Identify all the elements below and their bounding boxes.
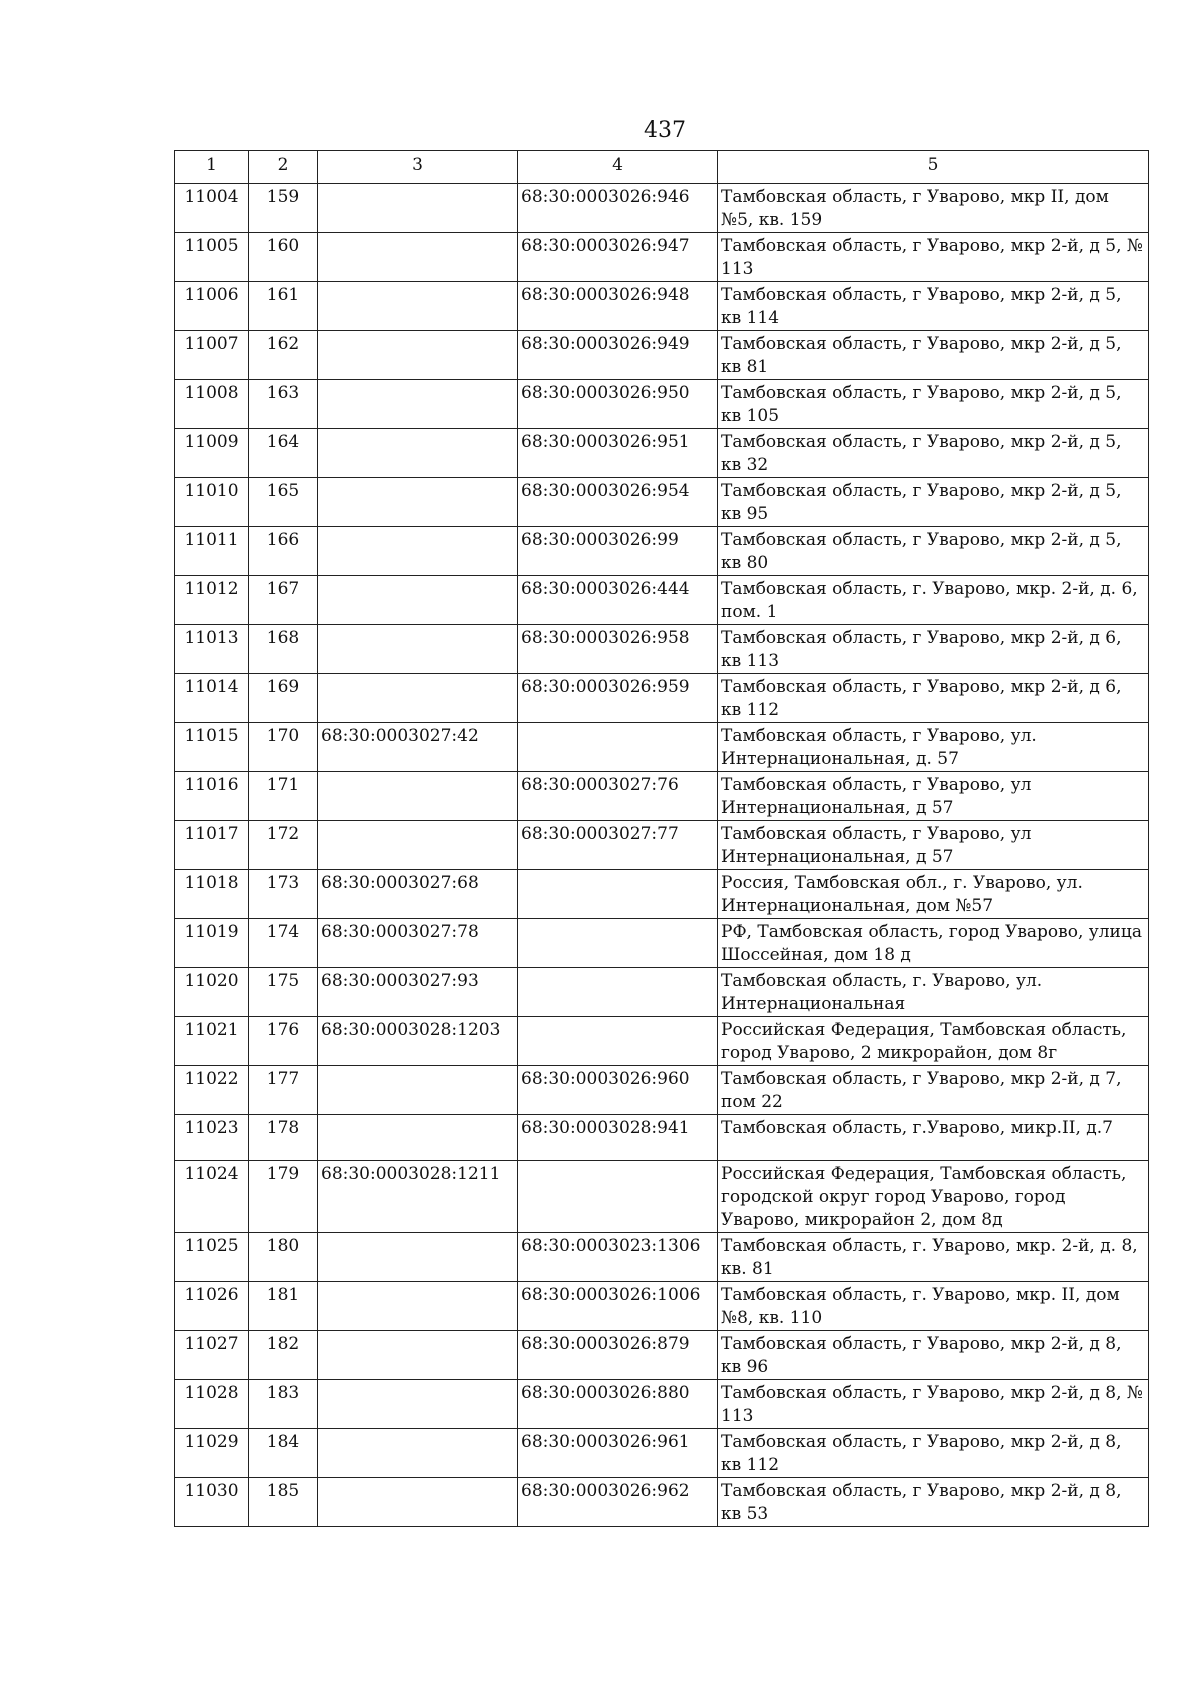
record-number-cell: 11025 <box>175 1233 249 1282</box>
header-col-1: 1 <box>175 151 249 184</box>
record-number-cell: 11029 <box>175 1429 249 1478</box>
land-cadastral-number-cell <box>318 1233 518 1282</box>
table-row <box>175 968 1149 1017</box>
table-row <box>175 380 1149 429</box>
item-number-cell: 166 <box>249 527 318 576</box>
record-number-cell: 11022 <box>175 1066 249 1115</box>
land-cadastral-number-cell <box>318 478 518 527</box>
premises-cadastral-number-cell <box>518 1017 718 1066</box>
address-cell: Тамбовская область, г Уварово, мкр 2-й, д 5, кв 105 <box>718 380 1149 429</box>
record-number-cell: 11015 <box>175 723 249 772</box>
land-cadastral-number-cell <box>318 1066 518 1115</box>
premises-cadastral-number-cell: 68:30:0003026:946 <box>518 184 718 233</box>
item-number-cell: 184 <box>249 1429 318 1478</box>
address-cell: Тамбовская область, г Уварово, мкр 2-й, д 5, кв 32 <box>718 429 1149 478</box>
record-number-cell: 11019 <box>175 919 249 968</box>
item-number-cell: 171 <box>249 772 318 821</box>
item-number-cell: 159 <box>249 184 318 233</box>
land-cadastral-number-cell <box>318 1478 518 1527</box>
table-row <box>175 331 1149 380</box>
table-row <box>175 1478 1149 1527</box>
land-cadastral-number-cell: 68:30:0003027:42 <box>318 723 518 772</box>
item-number-cell: 164 <box>249 429 318 478</box>
land-cadastral-number-cell <box>318 1380 518 1429</box>
premises-cadastral-number-cell: 68:30:0003026:948 <box>518 282 718 331</box>
address-cell: Тамбовская область, г. Уварово, мкр. 2-й, д. 8, кв. 81 <box>718 1233 1149 1282</box>
item-number-cell: 174 <box>249 919 318 968</box>
table-row <box>175 870 1149 919</box>
land-cadastral-number-cell <box>318 674 518 723</box>
record-number-cell: 11021 <box>175 1017 249 1066</box>
table-row <box>175 527 1149 576</box>
item-number-cell: 160 <box>249 233 318 282</box>
address-cell: Тамбовская область, г Уварово, мкр 2-й, д 8, кв 112 <box>718 1429 1149 1478</box>
item-number-cell: 185 <box>249 1478 318 1527</box>
record-number-cell: 11027 <box>175 1331 249 1380</box>
item-number-cell: 175 <box>249 968 318 1017</box>
table-row <box>175 723 1149 772</box>
record-number-cell: 11009 <box>175 429 249 478</box>
table-row <box>175 1115 1149 1161</box>
table-row <box>175 184 1149 233</box>
registry-table <box>174 150 1149 1527</box>
item-number-cell: 182 <box>249 1331 318 1380</box>
land-cadastral-number-cell <box>318 1282 518 1331</box>
address-cell: Тамбовская область, г. Уварово, ул. Интернациональная <box>718 968 1149 1017</box>
land-cadastral-number-cell <box>318 429 518 478</box>
land-cadastral-number-cell <box>318 282 518 331</box>
table-row <box>175 1282 1149 1331</box>
record-number-cell: 11024 <box>175 1161 249 1233</box>
address-cell: Тамбовская область, г. Уварово, мкр. II, дом №8, кв. 110 <box>718 1282 1149 1331</box>
table-row <box>175 1331 1149 1380</box>
land-cadastral-number-cell: 68:30:0003027:68 <box>318 870 518 919</box>
table-row <box>175 1429 1149 1478</box>
address-cell: Тамбовская область, г Уварово, мкр 2-й, д 8, № 113 <box>718 1380 1149 1429</box>
premises-cadastral-number-cell: 68:30:0003026:958 <box>518 625 718 674</box>
item-number-cell: 163 <box>249 380 318 429</box>
premises-cadastral-number-cell: 68:30:0003026:959 <box>518 674 718 723</box>
premises-cadastral-number-cell: 68:30:0003028:941 <box>518 1115 718 1161</box>
land-cadastral-number-cell: 68:30:0003028:1211 <box>318 1161 518 1233</box>
premises-cadastral-number-cell: 68:30:0003026:879 <box>518 1331 718 1380</box>
premises-cadastral-number-cell: 68:30:0003027:77 <box>518 821 718 870</box>
record-number-cell: 11026 <box>175 1282 249 1331</box>
item-number-cell: 181 <box>249 1282 318 1331</box>
address-cell: Тамбовская область, г Уварово, мкр 2-й, д 5, кв 80 <box>718 527 1149 576</box>
table-row <box>175 233 1149 282</box>
table-row <box>175 821 1149 870</box>
premises-cadastral-number-cell: 68:30:0003026:962 <box>518 1478 718 1527</box>
address-cell: Тамбовская область, г Уварово, мкр 2-й, д 5, кв 95 <box>718 478 1149 527</box>
land-cadastral-number-cell <box>318 1115 518 1161</box>
address-cell: Тамбовская область, г Уварово, мкр 2-й, д 6, кв 113 <box>718 625 1149 674</box>
address-cell: Тамбовская область, г Уварово, ул. Интернациональная, д. 57 <box>718 723 1149 772</box>
record-number-cell: 11012 <box>175 576 249 625</box>
item-number-cell: 173 <box>249 870 318 919</box>
premises-cadastral-number-cell <box>518 919 718 968</box>
address-cell: Тамбовская область, г Уварово, ул Интернациональная, д 57 <box>718 821 1149 870</box>
land-cadastral-number-cell <box>318 625 518 674</box>
premises-cadastral-number-cell: 68:30:0003026:880 <box>518 1380 718 1429</box>
land-cadastral-number-cell <box>318 1429 518 1478</box>
address-cell: Российская Федерация, Тамбовская область, город Уварово, 2 микрорайон, дом 8г <box>718 1017 1149 1066</box>
land-cadastral-number-cell <box>318 576 518 625</box>
item-number-cell: 168 <box>249 625 318 674</box>
premises-cadastral-number-cell: 68:30:0003026:947 <box>518 233 718 282</box>
header-col-3: 3 <box>318 151 518 184</box>
premises-cadastral-number-cell: 68:30:0003026:961 <box>518 1429 718 1478</box>
land-cadastral-number-cell <box>318 331 518 380</box>
item-number-cell: 183 <box>249 1380 318 1429</box>
item-number-cell: 178 <box>249 1115 318 1161</box>
address-cell: Тамбовская область, г.Уварово, микр.II, д.7 <box>718 1115 1149 1161</box>
table-row <box>175 772 1149 821</box>
record-number-cell: 11028 <box>175 1380 249 1429</box>
premises-cadastral-number-cell: 68:30:0003026:960 <box>518 1066 718 1115</box>
table-row <box>175 919 1149 968</box>
address-cell: Тамбовская область, г Уварово, мкр 2-й, д 7, пом 22 <box>718 1066 1149 1115</box>
address-cell: Российская Федерация, Тамбовская область, городской округ город Уварово, город Уварово, микрорайон 2, дом 8д <box>718 1161 1149 1233</box>
record-number-cell: 11014 <box>175 674 249 723</box>
header-col-2: 2 <box>249 151 318 184</box>
record-number-cell: 11004 <box>175 184 249 233</box>
header-col-5: 5 <box>718 151 1149 184</box>
premises-cadastral-number-cell: 68:30:0003026:949 <box>518 331 718 380</box>
address-cell: Тамбовская область, г Уварово, ул Интернациональная, д 57 <box>718 772 1149 821</box>
record-number-cell: 11017 <box>175 821 249 870</box>
table-row <box>175 1161 1149 1233</box>
record-number-cell: 11023 <box>175 1115 249 1161</box>
table-body <box>175 184 1149 1527</box>
record-number-cell: 11013 <box>175 625 249 674</box>
address-cell: Тамбовская область, г Уварово, мкр II, дом №5, кв. 159 <box>718 184 1149 233</box>
item-number-cell: 179 <box>249 1161 318 1233</box>
table-row <box>175 576 1149 625</box>
premises-cadastral-number-cell <box>518 1161 718 1233</box>
land-cadastral-number-cell <box>318 821 518 870</box>
address-cell: РФ, Тамбовская область, город Уварово, улица Шоссейная, дом 18 д <box>718 919 1149 968</box>
address-cell: Тамбовская область, г Уварово, мкр 2-й, д 8, кв 96 <box>718 1331 1149 1380</box>
address-cell: Тамбовская область, г Уварово, мкр 2-й, д 5, кв 81 <box>718 331 1149 380</box>
premises-cadastral-number-cell <box>518 870 718 919</box>
record-number-cell: 11008 <box>175 380 249 429</box>
table-row <box>175 625 1149 674</box>
table-row <box>175 429 1149 478</box>
premises-cadastral-number-cell: 68:30:0003023:1306 <box>518 1233 718 1282</box>
item-number-cell: 169 <box>249 674 318 723</box>
item-number-cell: 162 <box>249 331 318 380</box>
land-cadastral-number-cell <box>318 184 518 233</box>
premises-cadastral-number-cell: 68:30:0003026:951 <box>518 429 718 478</box>
address-cell: Тамбовская область, г Уварово, мкр 2-й, д 8, кв 53 <box>718 1478 1149 1527</box>
item-number-cell: 180 <box>249 1233 318 1282</box>
premises-cadastral-number-cell: 68:30:0003026:444 <box>518 576 718 625</box>
item-number-cell: 161 <box>249 282 318 331</box>
premises-cadastral-number-cell <box>518 968 718 1017</box>
item-number-cell: 176 <box>249 1017 318 1066</box>
table-row <box>175 1233 1149 1282</box>
address-cell: Тамбовская область, г Уварово, мкр 2-й, д 5, кв 114 <box>718 282 1149 331</box>
land-cadastral-number-cell: 68:30:0003027:78 <box>318 919 518 968</box>
header-row <box>175 151 1149 184</box>
address-cell: Тамбовская область, г. Уварово, мкр. 2-й, д. 6, пом. 1 <box>718 576 1149 625</box>
record-number-cell: 11010 <box>175 478 249 527</box>
land-cadastral-number-cell <box>318 380 518 429</box>
land-cadastral-number-cell <box>318 527 518 576</box>
address-cell: Россия, Тамбовская обл., г. Уварово, ул. Интернациональная, дом №57 <box>718 870 1149 919</box>
record-number-cell: 11016 <box>175 772 249 821</box>
item-number-cell: 177 <box>249 1066 318 1115</box>
premises-cadastral-number-cell <box>518 723 718 772</box>
land-cadastral-number-cell <box>318 233 518 282</box>
table-row <box>175 1066 1149 1115</box>
address-cell: Тамбовская область, г Уварово, мкр 2-й, д 6, кв 112 <box>718 674 1149 723</box>
premises-cadastral-number-cell: 68:30:0003026:954 <box>518 478 718 527</box>
record-number-cell: 11018 <box>175 870 249 919</box>
header-col-4: 4 <box>518 151 718 184</box>
record-number-cell: 11007 <box>175 331 249 380</box>
table-row <box>175 1017 1149 1066</box>
table-row <box>175 478 1149 527</box>
land-cadastral-number-cell: 68:30:0003028:1203 <box>318 1017 518 1066</box>
item-number-cell: 172 <box>249 821 318 870</box>
record-number-cell: 11005 <box>175 233 249 282</box>
record-number-cell: 11020 <box>175 968 249 1017</box>
premises-cadastral-number-cell: 68:30:0003026:99 <box>518 527 718 576</box>
item-number-cell: 167 <box>249 576 318 625</box>
page-number: 437 <box>644 118 686 143</box>
record-number-cell: 11030 <box>175 1478 249 1527</box>
land-cadastral-number-cell <box>318 1331 518 1380</box>
land-cadastral-number-cell <box>318 772 518 821</box>
premises-cadastral-number-cell: 68:30:0003027:76 <box>518 772 718 821</box>
table-row <box>175 1380 1149 1429</box>
land-cadastral-number-cell: 68:30:0003027:93 <box>318 968 518 1017</box>
record-number-cell: 11011 <box>175 527 249 576</box>
premises-cadastral-number-cell: 68:30:0003026:950 <box>518 380 718 429</box>
item-number-cell: 170 <box>249 723 318 772</box>
address-cell: Тамбовская область, г Уварово, мкр 2-й, д 5, № 113 <box>718 233 1149 282</box>
table-row <box>175 674 1149 723</box>
premises-cadastral-number-cell: 68:30:0003026:1006 <box>518 1282 718 1331</box>
item-number-cell: 165 <box>249 478 318 527</box>
table-row <box>175 282 1149 331</box>
record-number-cell: 11006 <box>175 282 249 331</box>
